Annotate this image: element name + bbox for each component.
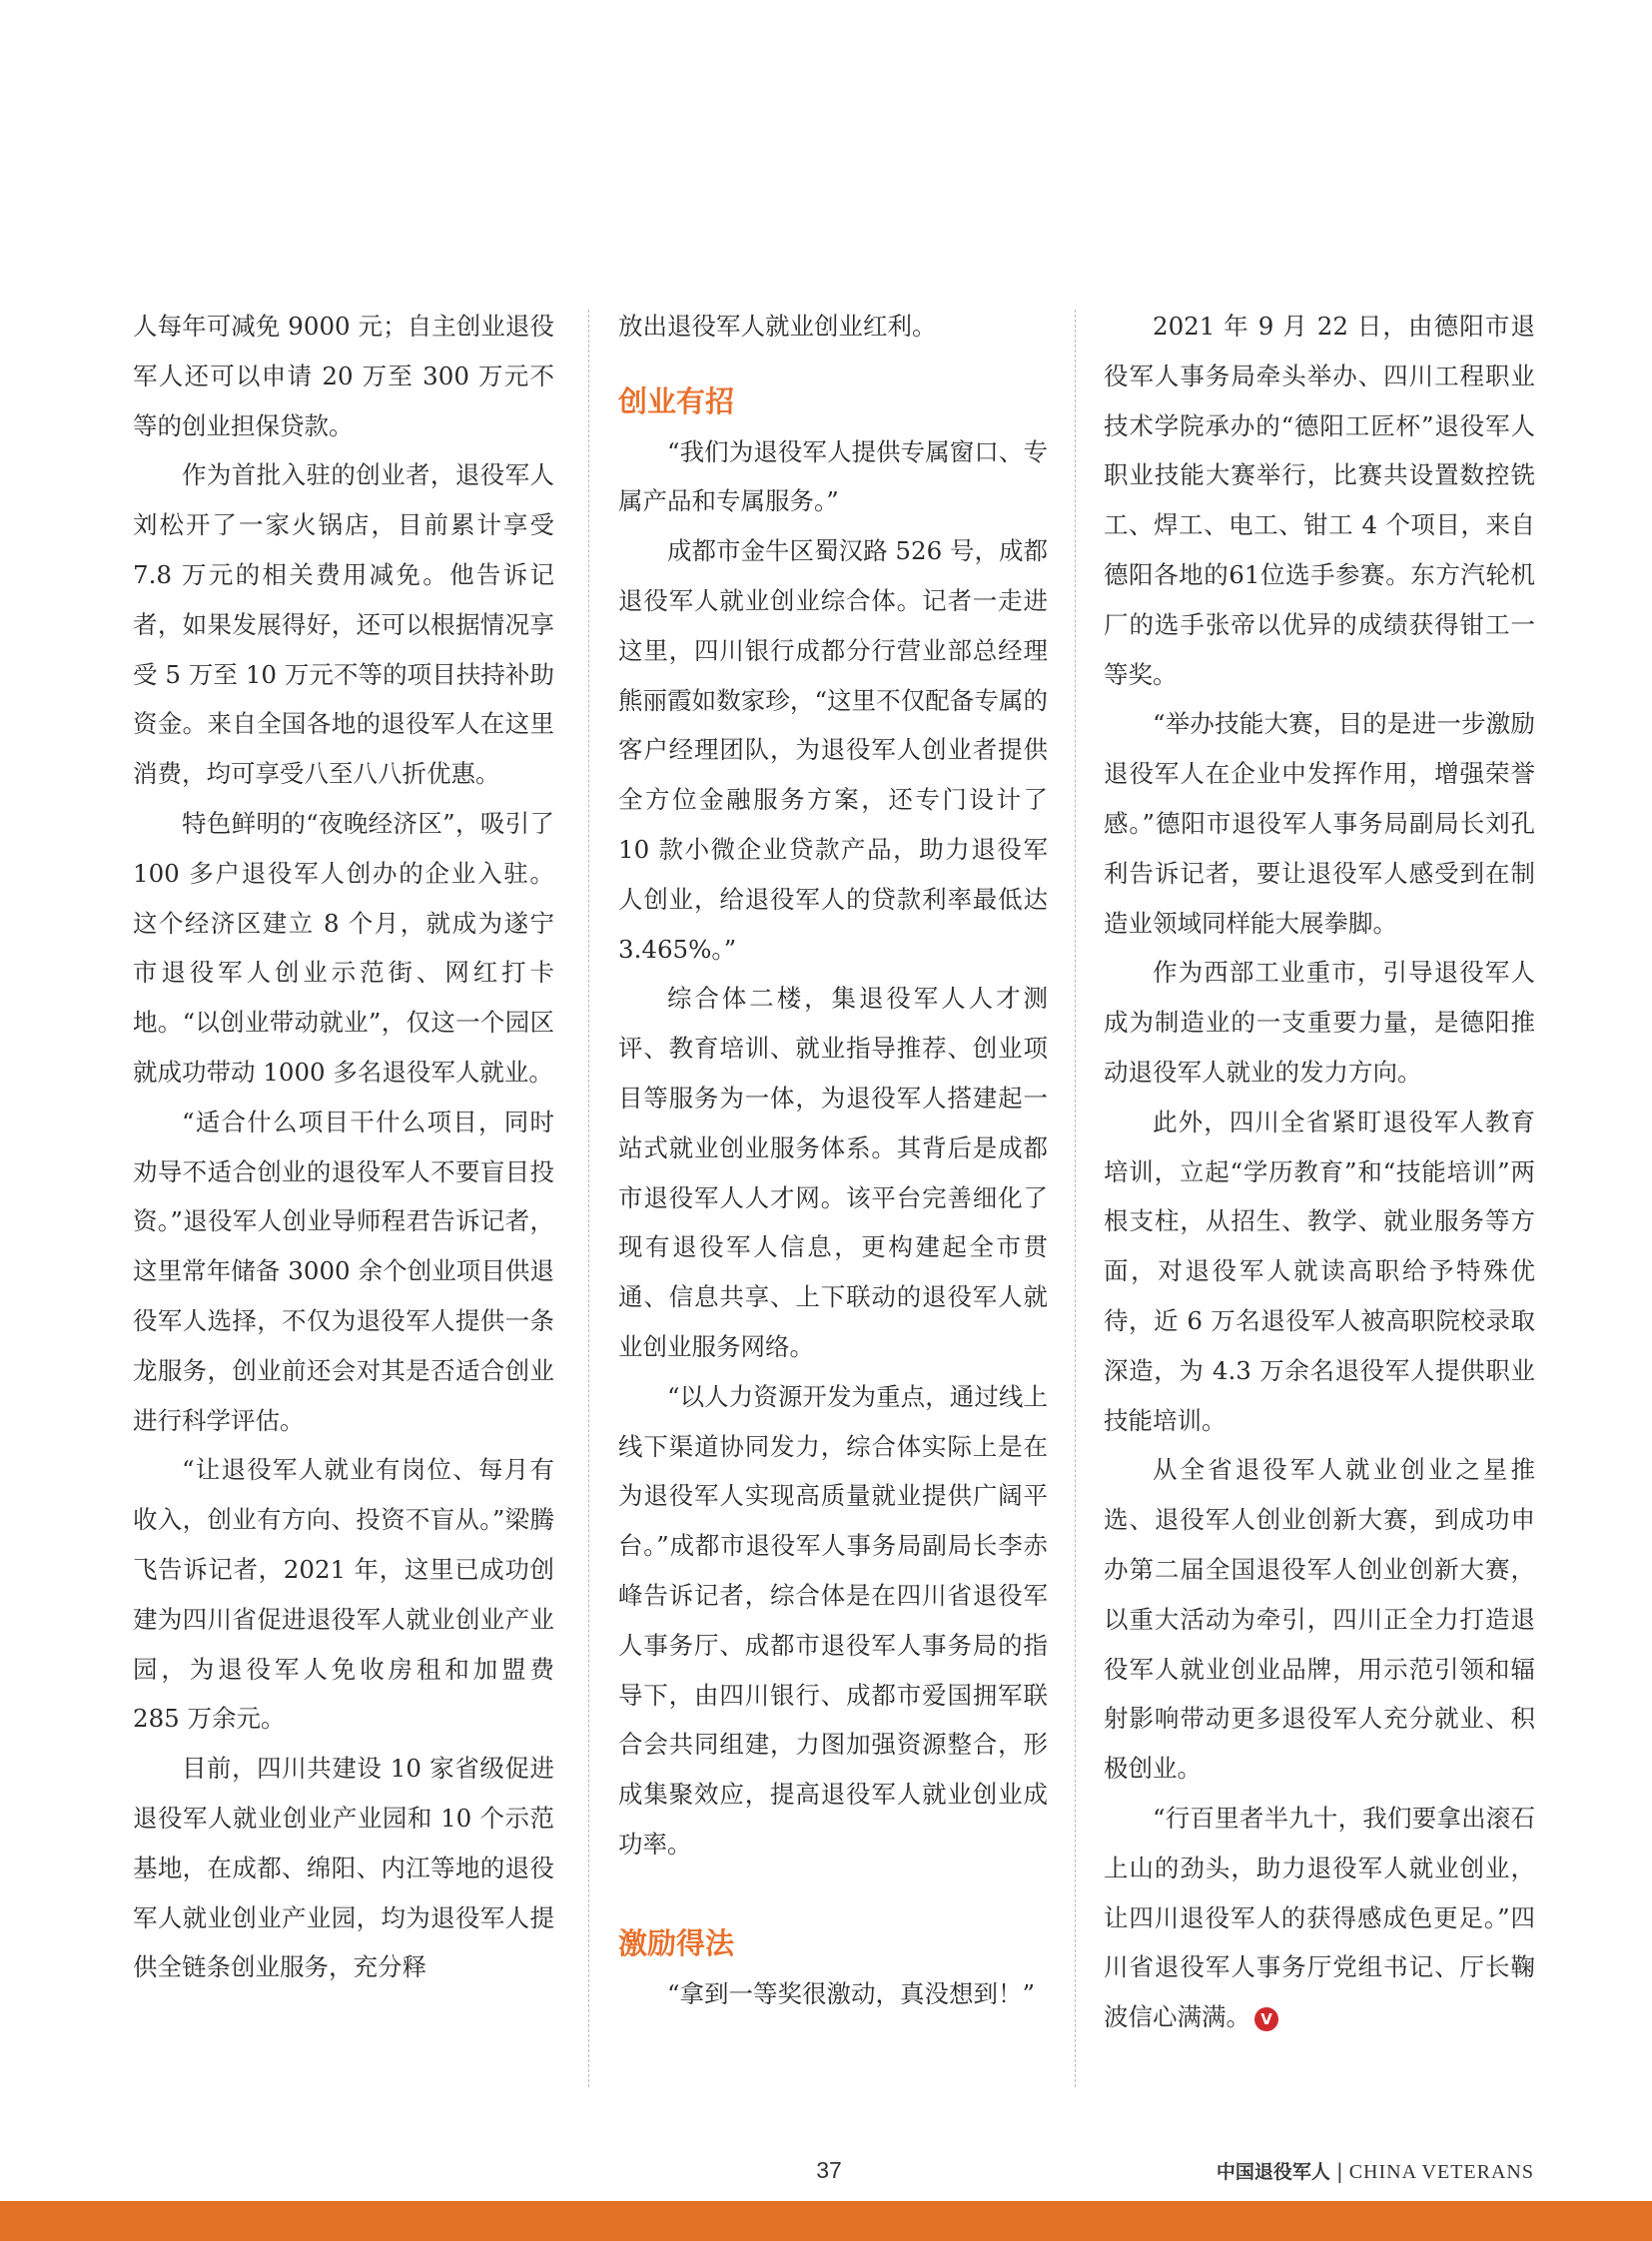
- column-3: [1104, 302, 1535, 2042]
- section-heading-jili: 激励得法: [618, 1925, 735, 1960]
- column-divider: [1075, 310, 1076, 2087]
- paragraph: 综合体二楼，集退役军人人才测评、教育培训、就业指导推荐、创业项目等服务为一体，为退役军人搭建起一站式就业创业服务体系。其背后是成都市退役军人人才网。该平台完善细化了现有退役军人信息，更构建起全市贯通、信息共享、上下联动的退役军人就业创业服务网络。: [618, 984, 1048, 1361]
- paragraph-last: [1104, 1794, 1535, 2042]
- brand-separator: |: [1335, 2159, 1343, 2183]
- paragraph: “我们为退役军人提供专属窗口、专属产品和专属服务。”: [618, 436, 1048, 516]
- paragraph: 放出退役军人就业创业红利。: [618, 312, 937, 341]
- brand-english: CHINA VETERANS: [1348, 2161, 1534, 2183]
- page-number: 37: [816, 2157, 842, 2183]
- brand-chinese: 中国退役军人: [1216, 2161, 1330, 2183]
- paragraph: 人每年可减免 9000 元；自主创业退役军人还可以申请 20 万至 300 万元不等的创业担保贷款。: [133, 312, 554, 440]
- column-divider: [588, 310, 589, 2087]
- paragraph: “适合什么项目干什么项目，同时劝导不适合创业的退役军人不要盲目投资。”退役军人创业导师程君告诉记者，这里常年储备 3000 余个创业项目供退役军人选择，不仅为退役军人提供一条龙服务，创业前还会对其是否适合创业进行科学评估。: [133, 1107, 554, 1435]
- paragraph: 此外，四川全省紧盯退役军人教育培训，立起“学历教育”和“技能培训”两根支柱，从招生、教学、就业服务等方面，对退役军人就读高职给予特殊优待，近 6 万名退役军人被高职院校录取深造，为 4.3 万余名退役军人提供职业技能培训。: [1104, 1107, 1535, 1435]
- paragraph: “举办技能大赛，目的是进一步激励退役军人在企业中发挥作用，增强荣誉感。”德阳市退役军人事务局副局长刘孔利告诉记者，要让退役军人感受到在制造业领域同样能大展拳脚。: [1104, 709, 1535, 938]
- paragraph: “让退役军人就业有岗位、每月有收入，创业有方向、投资不盲从。”梁腾飞告诉记者，2021 年，这里已成功创建为四川省促进退役军人就业创业产业园，为退役军人免收房租和加盟费 285 万余元。: [133, 1455, 554, 1734]
- paragraph: 成都市金牛区蜀汉路 526 号，成都退役军人就业创业综合体。记者一走进这里，四川银行成都分行营业部总经理熊丽霞如数家珍，“这里不仅配备专属的客户经理团队，为退役军人创业者提供全方位金融服务方案，还专门设计了 10 款小微企业贷款产品，助力退役军人创业，给退役军人的贷款利率最低达 3.465%。”: [618, 536, 1048, 964]
- end-mark-icon: V: [1254, 2007, 1278, 2031]
- paragraph: 从全省退役军人就业创业之星推选、退役军人创业创新大赛，到成功申办第二届全国退役军人创业创新大赛，以重大活动为牵引，四川正全力打造退役军人就业创业品牌，用示范引领和辐射影响带动更多退役军人充分就业、积极创业。: [1104, 1455, 1535, 1784]
- column-1: [133, 302, 554, 1992]
- paragraph: 2021 年 9 月 22 日，由德阳市退役军人事务局牵头举办、四川工程职业技术学院承办的“德阳工匠杯”退役军人职业技能大赛举行，比赛共设置数控铣工、焊工、电工、钳工 4 个项目，来自德阳各地的61位选手参赛。东方汽轮机厂的选手张帝以优异的成绩获得钳工一等奖。: [1104, 312, 1535, 689]
- column-2: [618, 302, 1048, 2018]
- paragraph: “拿到一等奖很激动，真没想到！”: [667, 1978, 1036, 2008]
- paragraph-text: “行百里者半九十，我们要拿出滚石上山的劲头，助力退役军人就业创业，让四川退役军人的获得感成色更足。”四川省退役军人事务厅党组书记、厅长鞠波信心满满。: [1104, 1803, 1535, 2032]
- paragraph: 特色鲜明的“夜晚经济区”，吸引了 100 多户退役军人创办的企业入驻。这个经济区建立 8 个月，就成为遂宁市退役军人创业示范街、网红打卡地。“以创业带动就业”，仅这一个园区就成功带动 1000 多名退役军人就业。: [133, 808, 554, 1087]
- section-heading-chuangye: 创业有招: [618, 383, 735, 418]
- paragraph: 作为首批入驻的创业者，退役军人刘松开了一家火锅店，目前累计享受 7.8 万元的相关费用减免。他告诉记者，如果发展得好，还可以根据情况享受 5 万至 10 万元不等的项目扶持补助资金。来自全国各地的退役军人在这里消费，均可享受八至八八折优惠。: [133, 460, 554, 789]
- publication-brand: [1217, 2157, 1534, 2184]
- paragraph: 作为西部工业重市，引导退役军人成为制造业的一支重要力量，是德阳推动退役军人就业的发力方向。: [1104, 958, 1535, 1087]
- footer-color-band: [0, 2201, 1652, 2241]
- paragraph: “以人力资源开发为重点，通过线上线下渠道协同发力，综合体实际上是在为退役军人实现高质量就业提供广阔平台。”成都市退役军人事务局副局长李赤峰告诉记者，综合体是在四川省退役军人事务厅、成都市退役军人事务局的指导下，由四川银行、成都市爱国拥军联合会共同组建，力图加强资源整合，形成集聚效应，提高退役军人就业创业成功率。: [618, 1381, 1048, 1859]
- paragraph: 目前，四川共建设 10 家省级促进退役军人就业创业产业园和 10 个示范基地，在成都、绵阳、内江等地的退役军人就业创业产业园，均为退役军人提供全链条创业服务，充分释: [133, 1754, 554, 1982]
